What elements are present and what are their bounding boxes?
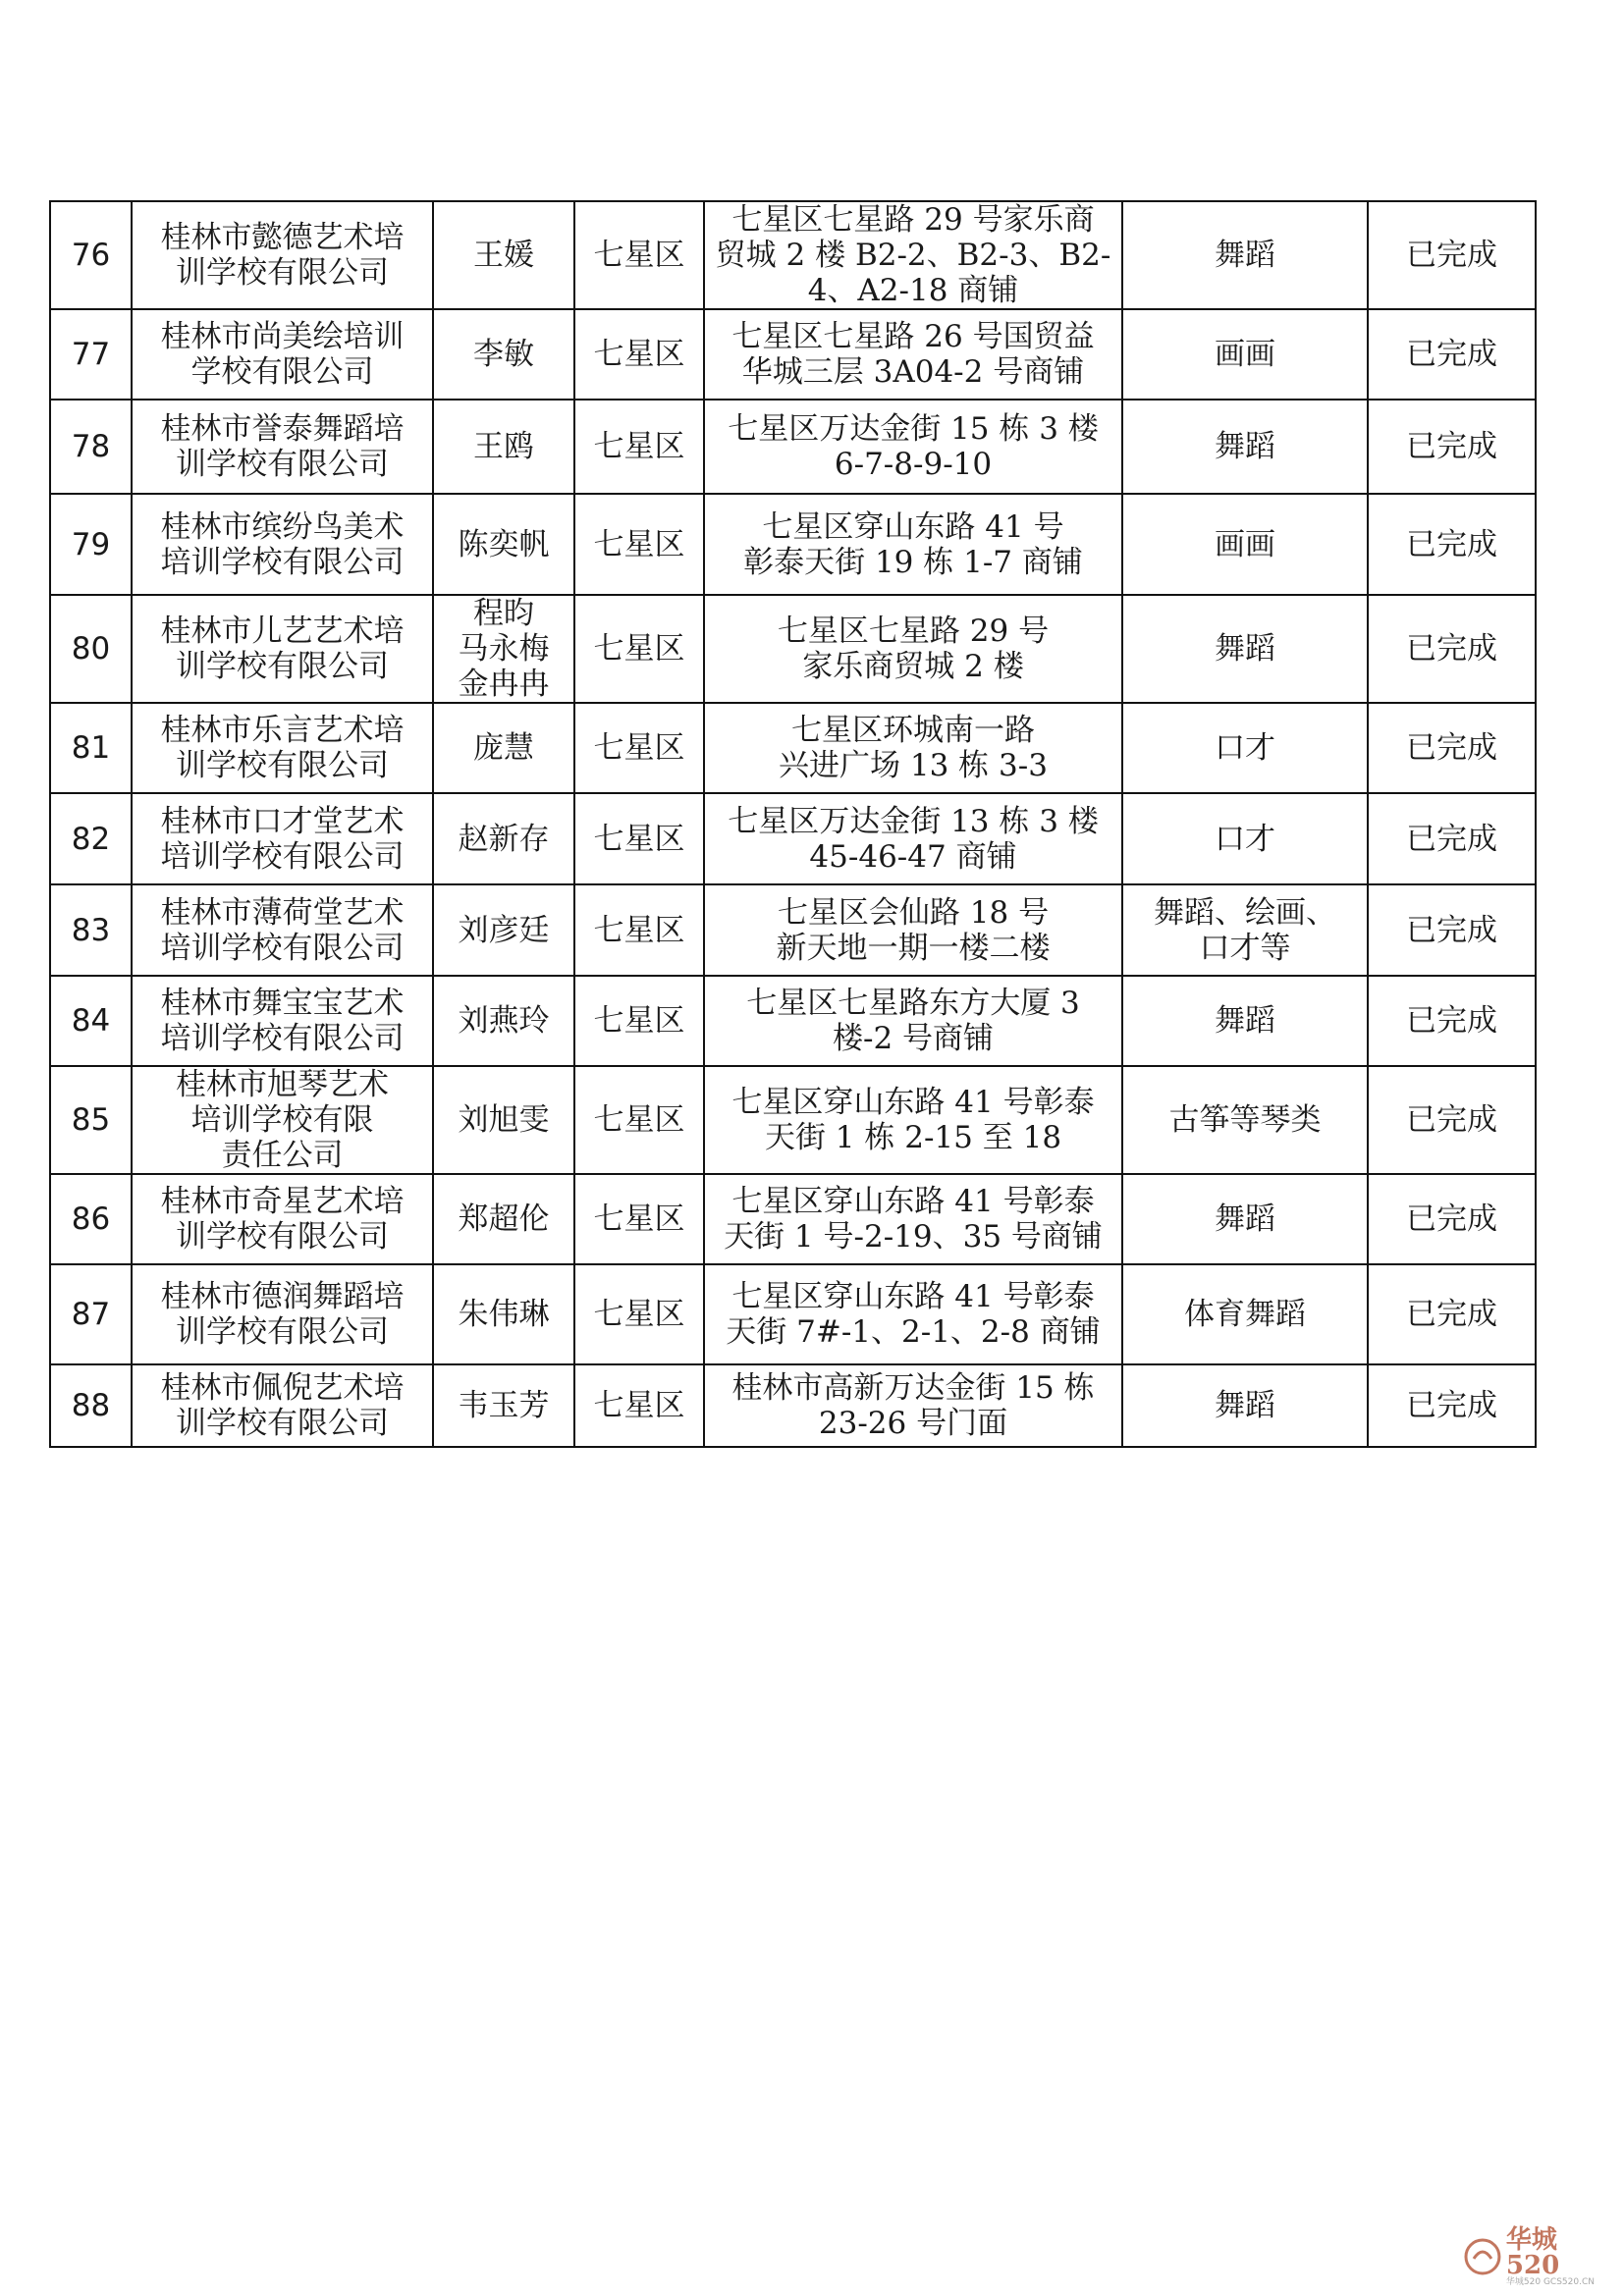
- category-cell-line: 体育舞蹈: [1184, 1297, 1306, 1332]
- school-name-cell: [132, 494, 433, 595]
- address-cell-line: 天街 7#-1、2-1、2-8 商铺: [726, 1314, 1101, 1350]
- category-cell: [1122, 309, 1368, 400]
- address-cell: [704, 1264, 1122, 1364]
- district-cell: 七星区: [574, 1264, 704, 1364]
- address-cell-line: 兴进广场 13 栋 3-3: [779, 748, 1048, 783]
- address-cell-line: 6-7-8-9-10: [834, 447, 993, 482]
- legal-person-cell-line: 韦玉芳: [458, 1388, 550, 1423]
- legal-person-cell-line: 刘旭雯: [458, 1102, 550, 1138]
- row-number-cell: 82: [50, 793, 132, 884]
- status-cell: 已完成: [1368, 400, 1536, 494]
- address-cell: [704, 976, 1122, 1066]
- district-cell: 七星区: [574, 703, 704, 793]
- address-cell-line: 七星区七星路东方大厦 3: [746, 986, 1080, 1021]
- school-name-cell-line: 训学校有限公司: [176, 447, 389, 482]
- row-number-cell: 81: [50, 703, 132, 793]
- row-number-cell: 77: [50, 309, 132, 400]
- watermark-sub-text: 华城520 GCS520.CN: [1505, 2276, 1595, 2287]
- legal-person-cell-line: 赵新存: [458, 821, 550, 857]
- school-name-cell: [132, 1264, 433, 1364]
- category-cell: [1122, 1364, 1368, 1447]
- address-cell: [704, 1364, 1122, 1447]
- table-row: [50, 1066, 1536, 1174]
- table-row: [50, 1364, 1536, 1447]
- district-cell: 七星区: [574, 1364, 704, 1447]
- school-name-cell-line: 桂林市口才堂艺术: [160, 803, 405, 839]
- table-row: [50, 884, 1536, 976]
- legal-person-cell-line: 郑超伦: [458, 1201, 550, 1237]
- school-name-cell-line: 桂林市德润舞蹈培: [160, 1279, 405, 1314]
- address-cell: [704, 703, 1122, 793]
- category-cell: [1122, 976, 1368, 1066]
- district-cell: 七星区: [574, 494, 704, 595]
- row-number-cell: 87: [50, 1264, 132, 1364]
- school-name-cell-line: 责任公司: [221, 1138, 344, 1173]
- district-cell: 七星区: [574, 595, 704, 703]
- legal-person-cell: [433, 309, 574, 400]
- address-cell: [704, 494, 1122, 595]
- address-cell: [704, 400, 1122, 494]
- row-number-cell: 85: [50, 1066, 132, 1174]
- address-cell-line: 贸城 2 楼 B2-2、B2-3、B2-: [715, 238, 1111, 273]
- district-cell: 七星区: [574, 884, 704, 976]
- school-name-cell-line: 桂林市乐言艺术培: [160, 713, 405, 748]
- category-cell-line: 口才: [1215, 730, 1275, 766]
- address-cell-line: 桂林市高新万达金街 15 栋: [731, 1370, 1095, 1406]
- school-name-cell: [132, 400, 433, 494]
- category-cell: [1122, 201, 1368, 309]
- school-name-cell: [132, 976, 433, 1066]
- category-cell-line: 舞蹈: [1215, 1388, 1275, 1423]
- status-cell: 已完成: [1368, 1066, 1536, 1174]
- address-cell-line: 七星区七星路 29 号: [777, 614, 1050, 649]
- category-cell-line: 古筝等琴类: [1168, 1102, 1322, 1138]
- legal-person-cell-line: 刘彦廷: [458, 912, 550, 948]
- legal-person-cell-line: 王鸥: [473, 429, 534, 464]
- legal-person-cell: [433, 703, 574, 793]
- row-number-cell: 83: [50, 884, 132, 976]
- category-cell-line: 舞蹈: [1215, 631, 1275, 667]
- status-cell: 已完成: [1368, 1364, 1536, 1447]
- school-name-cell: [132, 884, 433, 976]
- watermark-logo-icon: [1463, 2237, 1502, 2276]
- address-cell-line: 新天地一期一楼二楼: [776, 930, 1051, 966]
- legal-person-cell-line: 马永梅: [458, 631, 550, 667]
- row-number-cell: 86: [50, 1174, 132, 1264]
- category-cell-line: 舞蹈: [1215, 1003, 1275, 1039]
- school-name-cell-line: 桂林市誉泰舞蹈培: [160, 411, 405, 447]
- school-name-cell-line: 训学校有限公司: [176, 649, 389, 684]
- address-cell-line: 彰泰天街 19 栋 1-7 商铺: [743, 544, 1083, 580]
- category-cell: [1122, 703, 1368, 793]
- row-number-cell: 76: [50, 201, 132, 309]
- legal-person-cell: [433, 793, 574, 884]
- school-name-cell-line: 训学校有限公司: [176, 1314, 389, 1350]
- table-row: [50, 595, 1536, 703]
- legal-person-cell-line: 王媛: [473, 238, 534, 273]
- site-watermark: [1463, 2224, 1610, 2287]
- school-name-cell-line: 桂林市奇星艺术培: [160, 1184, 405, 1219]
- school-name-cell: [132, 595, 433, 703]
- row-number-cell: 80: [50, 595, 132, 703]
- district-cell: 七星区: [574, 201, 704, 309]
- address-cell: [704, 884, 1122, 976]
- status-cell: 已完成: [1368, 884, 1536, 976]
- table-row: [50, 400, 1536, 494]
- school-name-cell-line: 桂林市懿德艺术培: [160, 220, 405, 255]
- address-cell-line: 七星区穿山东路 41 号彰泰: [731, 1279, 1095, 1314]
- address-cell: [704, 1066, 1122, 1174]
- legal-person-cell: [433, 595, 574, 703]
- table-body: [50, 201, 1536, 1447]
- table-row: [50, 309, 1536, 400]
- legal-person-cell: [433, 201, 574, 309]
- address-cell-line: 天街 1 号-2-19、35 号商铺: [724, 1219, 1103, 1255]
- category-cell-line: 舞蹈: [1215, 429, 1275, 464]
- district-cell: 七星区: [574, 1174, 704, 1264]
- category-cell: [1122, 793, 1368, 884]
- school-name-cell-line: 桂林市佩倪艺术培: [160, 1370, 405, 1406]
- address-cell-line: 天街 1 栋 2-15 至 18: [764, 1120, 1062, 1155]
- category-cell: [1122, 595, 1368, 703]
- school-name-cell-line: 桂林市薄荷堂艺术: [160, 894, 405, 931]
- school-name-cell-line: 培训学校有限公司: [160, 838, 405, 875]
- district-cell: 七星区: [574, 976, 704, 1066]
- school-name-cell-line: 培训学校有限公司: [160, 544, 405, 580]
- legal-person-cell-line: 金冉冉: [458, 667, 550, 702]
- address-cell-line: 23-26 号门面: [818, 1406, 1008, 1441]
- legal-person-cell: [433, 1066, 574, 1174]
- table-row: [50, 494, 1536, 595]
- legal-person-cell: [433, 884, 574, 976]
- address-cell: [704, 595, 1122, 703]
- legal-person-cell-line: 程昀: [473, 596, 534, 631]
- category-cell-line: 口才: [1215, 821, 1275, 857]
- school-name-cell-line: 训学校有限公司: [176, 1406, 389, 1441]
- school-name-cell-line: 学校有限公司: [190, 354, 374, 390]
- category-cell-line: 画画: [1215, 337, 1275, 372]
- category-cell-line: 画画: [1215, 526, 1275, 562]
- address-cell-line: 七星区穿山东路 41 号: [762, 508, 1064, 545]
- address-cell-line: 华城三层 3A04-2 号商铺: [741, 354, 1085, 390]
- row-number-cell: 79: [50, 494, 132, 595]
- category-cell-line: 口才等: [1199, 930, 1291, 966]
- district-cell: 七星区: [574, 309, 704, 400]
- address-cell: [704, 1174, 1122, 1264]
- address-cell-line: 七星区七星路 29 号家乐商: [731, 202, 1095, 238]
- school-name-cell-line: 培训学校有限公司: [160, 1021, 405, 1056]
- status-cell: 已完成: [1368, 494, 1536, 595]
- district-cell: 七星区: [574, 1066, 704, 1174]
- school-name-cell-line: 培训学校有限公司: [160, 930, 405, 966]
- legal-person-cell-line: 李敏: [473, 337, 534, 372]
- school-name-cell-line: 桂林市儿艺艺术培: [160, 614, 405, 649]
- school-name-cell: [132, 201, 433, 309]
- status-cell: 已完成: [1368, 793, 1536, 884]
- address-cell-line: 七星区万达金街 13 栋 3 楼: [728, 803, 1099, 839]
- school-name-cell-line: 桂林市旭琴艺术: [176, 1067, 389, 1102]
- table-row: [50, 201, 1536, 309]
- school-name-cell-line: 培训学校有限: [190, 1102, 374, 1138]
- category-cell: [1122, 1066, 1368, 1174]
- row-number-cell: 84: [50, 976, 132, 1066]
- district-cell: 七星区: [574, 400, 704, 494]
- address-cell: [704, 309, 1122, 400]
- legal-person-cell: [433, 976, 574, 1066]
- status-cell: 已完成: [1368, 1174, 1536, 1264]
- address-cell-line: 七星区穿山东路 41 号彰泰: [731, 1184, 1095, 1219]
- category-cell: [1122, 1264, 1368, 1364]
- address-cell-line: 七星区环城南一路: [791, 713, 1035, 748]
- school-name-cell: [132, 703, 433, 793]
- table-row: [50, 1264, 1536, 1364]
- table-row: [50, 1174, 1536, 1264]
- school-name-cell-line: 桂林市尚美绘培训: [160, 319, 405, 354]
- address-cell: [704, 201, 1122, 309]
- legal-person-cell: [433, 1174, 574, 1264]
- status-cell: 已完成: [1368, 595, 1536, 703]
- watermark-main-text: 华城520: [1505, 2224, 1560, 2280]
- category-cell: [1122, 494, 1368, 595]
- address-cell-line: 七星区七星路 26 号国贸益: [731, 319, 1095, 354]
- school-name-cell: [132, 309, 433, 400]
- address-cell-line: 七星区穿山东路 41 号彰泰: [731, 1085, 1095, 1120]
- address-cell-line: 七星区会仙路 18 号: [777, 894, 1050, 931]
- legal-person-cell-line: 朱伟琳: [458, 1297, 550, 1332]
- status-cell: 已完成: [1368, 703, 1536, 793]
- address-cell-line: 七星区万达金街 15 栋 3 楼: [728, 411, 1099, 447]
- address-cell-line: 45-46-47 商铺: [809, 838, 1017, 875]
- row-number-cell: 78: [50, 400, 132, 494]
- category-cell-line: 舞蹈: [1215, 1201, 1275, 1237]
- school-name-cell-line: 训学校有限公司: [176, 748, 389, 783]
- status-cell: 已完成: [1368, 1264, 1536, 1364]
- school-name-cell: [132, 793, 433, 884]
- status-cell: 已完成: [1368, 201, 1536, 309]
- category-cell-line: 舞蹈: [1215, 238, 1275, 273]
- category-cell-line: 舞蹈、绘画、: [1154, 894, 1336, 931]
- school-name-cell-line: 桂林市缤纷鸟美术: [160, 508, 405, 545]
- legal-person-cell-line: 刘燕玲: [458, 1003, 550, 1039]
- status-cell: 已完成: [1368, 309, 1536, 400]
- status-cell: 已完成: [1368, 976, 1536, 1066]
- school-name-cell: [132, 1066, 433, 1174]
- district-cell: 七星区: [574, 793, 704, 884]
- legal-person-cell-line: 庞慧: [473, 730, 534, 766]
- address-cell-line: 楼-2 号商铺: [832, 1021, 995, 1056]
- legal-person-cell: [433, 1364, 574, 1447]
- school-name-cell-line: 训学校有限公司: [176, 255, 389, 291]
- school-name-cell: [132, 1364, 433, 1447]
- legal-person-cell: [433, 400, 574, 494]
- category-cell: [1122, 400, 1368, 494]
- school-name-cell-line: 训学校有限公司: [176, 1219, 389, 1255]
- category-cell: [1122, 1174, 1368, 1264]
- legal-person-cell: [433, 494, 574, 595]
- table-row: [50, 793, 1536, 884]
- address-cell: [704, 793, 1122, 884]
- table-row: [50, 976, 1536, 1066]
- address-cell-line: 家乐商贸城 2 楼: [802, 649, 1024, 684]
- row-number-cell: 88: [50, 1364, 132, 1447]
- category-cell: [1122, 884, 1368, 976]
- training-school-table: [49, 200, 1537, 1448]
- table-row: [50, 703, 1536, 793]
- school-name-cell-line: 桂林市舞宝宝艺术: [160, 986, 405, 1021]
- legal-person-cell-line: 陈奕帆: [458, 526, 550, 562]
- address-cell-line: 4、A2-18 商铺: [807, 273, 1019, 308]
- school-name-cell: [132, 1174, 433, 1264]
- legal-person-cell: [433, 1264, 574, 1364]
